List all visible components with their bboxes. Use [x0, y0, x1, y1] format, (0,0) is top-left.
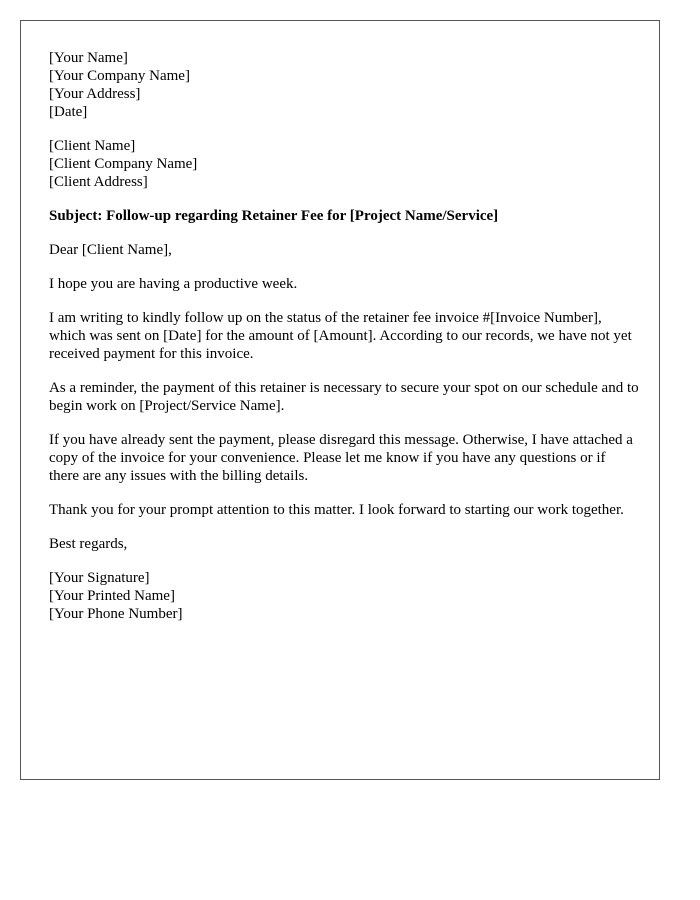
sender-address: [Your Address] [49, 86, 141, 102]
recipient-block [49, 137, 639, 191]
sender-name: [Your Name] [49, 50, 128, 66]
body-paragraph-4: If you have already sent the payment, please disregard this message. Otherwise, I have attached a copy of the invoice for your convenience. Please let me know if you have any questions or if there are any issues with the billing details. [49, 432, 633, 484]
body-paragraph-3: As a reminder, the payment of this retainer is necessary to secure your spot on our schedule and to begin work on [Project/Service Name]. [49, 380, 639, 414]
recipient-company: [Client Company Name] [49, 156, 198, 172]
body-paragraph-5: Thank you for your prompt attention to this matter. I look forward to starting our work together. [49, 502, 624, 518]
signature-block [49, 569, 639, 623]
signature: [Your Signature] [49, 570, 150, 586]
letter-content [49, 49, 639, 639]
recipient-address: [Client Address] [49, 174, 148, 190]
letter-page [20, 20, 660, 780]
phone-number: [Your Phone Number] [49, 606, 183, 622]
closing: Best regards, [49, 536, 128, 552]
sender-company: [Your Company Name] [49, 68, 190, 84]
sender-block [49, 49, 639, 121]
printed-name: [Your Printed Name] [49, 588, 175, 604]
letter-date: [Date] [49, 104, 88, 120]
recipient-name: [Client Name] [49, 138, 136, 154]
subject-line: Subject: Follow-up regarding Retainer Fee for [Project Name/Service] [49, 208, 499, 224]
salutation: Dear [Client Name], [49, 242, 172, 258]
body-paragraph-2: I am writing to kindly follow up on the status of the retainer fee invoice #[Invoice Number], which was sent on [Date] for the amount of [Amount]. According to our records, we have not yet received payment for this invoice. [49, 310, 632, 362]
body-paragraph-1: I hope you are having a productive week. [49, 276, 298, 292]
